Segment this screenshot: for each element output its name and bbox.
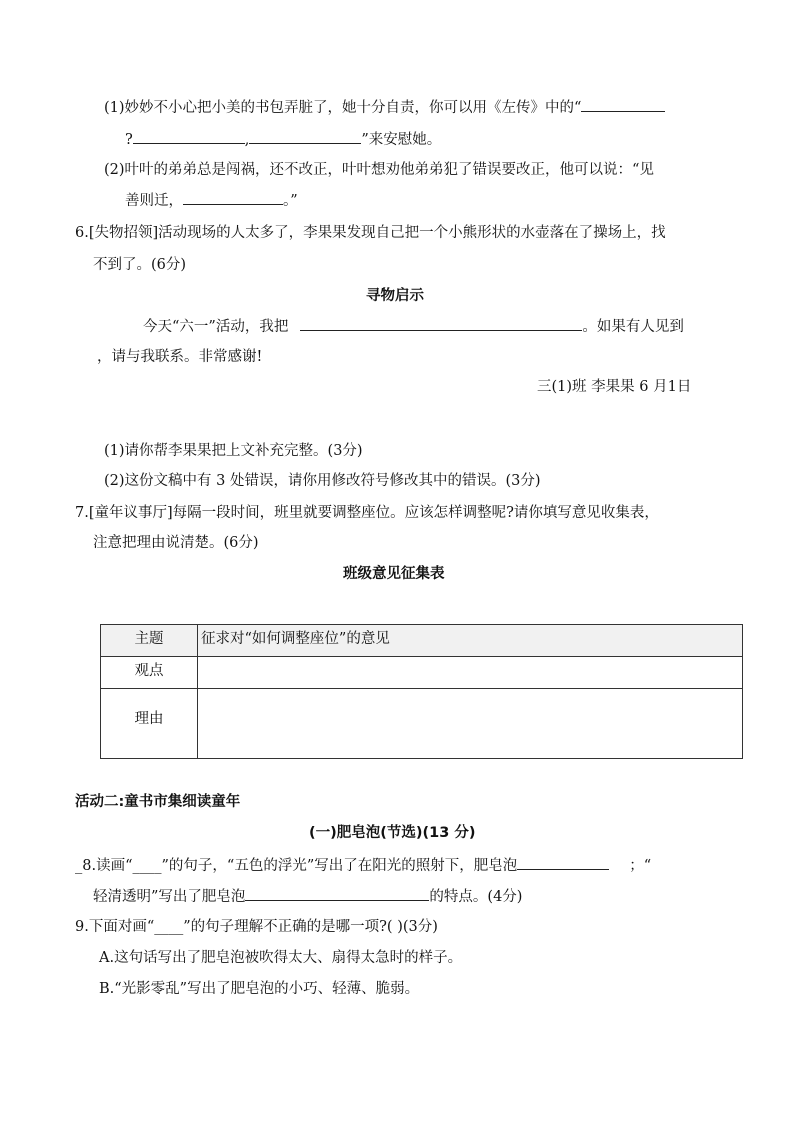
q5-sub1-line2 bbox=[125, 129, 441, 150]
section-title bbox=[309, 823, 476, 843]
answer-blank[interactable] bbox=[249, 129, 361, 144]
q5-sub2-text2: 善则迁， bbox=[125, 193, 183, 209]
q9-option-a[interactable] bbox=[99, 948, 462, 968]
notice-title-text: 寻物启示 bbox=[366, 288, 424, 304]
q5-sub2-end: 。” bbox=[283, 193, 298, 209]
answer-blank[interactable] bbox=[183, 190, 283, 205]
signature-text: 三(1)班 李果果 6 月1日 bbox=[537, 379, 692, 395]
notice-text2: ，请与我联系。非常感谢! bbox=[97, 349, 263, 365]
table-title-text: 班级意见征集表 bbox=[343, 566, 445, 582]
q9-option-b-text: B.“光影零乱”写出了肥皂泡的小巧、轻薄、脆弱。 bbox=[99, 981, 420, 997]
q9-option-a-text: A.这句话写出了肥皂泡被吹得太大、扇得太急时的样子。 bbox=[99, 950, 463, 966]
table-row bbox=[101, 689, 743, 759]
q5-question-mark: ? bbox=[125, 132, 133, 148]
q8-line1 bbox=[75, 855, 651, 876]
opinion-table bbox=[100, 624, 743, 759]
table-key-cell: 观点 bbox=[101, 657, 198, 689]
notice-text-end: 。如果有人见到 bbox=[582, 319, 684, 335]
q7-stem-text2: 注意把理由说清楚。(6分) bbox=[93, 535, 259, 551]
q5-sub1-line1 bbox=[104, 97, 665, 118]
table-key-text: 理由 bbox=[134, 711, 164, 727]
notice-signature bbox=[537, 377, 691, 397]
q5-sub2-text: (2)叶叶的弟弟总是闯祸，还不改正，叶叶想劝他弟弟犯了错误要改正，他可以说：“见 bbox=[104, 162, 654, 178]
q6-stem-text2: 不到了。(6分) bbox=[93, 257, 187, 273]
q8-text-end: ；“ bbox=[629, 858, 652, 874]
section-title-text: (一)肥皂泡(节选)(13 分) bbox=[309, 825, 476, 841]
table-key-cell bbox=[101, 689, 198, 759]
notice-body-line2 bbox=[97, 347, 262, 367]
answer-blank[interactable] bbox=[133, 129, 245, 144]
q9-option-b[interactable] bbox=[99, 979, 419, 999]
activity-title-text: 活动二:童书市集细读童年 bbox=[75, 794, 241, 810]
q7-stem-line1 bbox=[75, 503, 659, 523]
q6-sub1-text: (1)请你帮李果果把上文补充完整。(3分) bbox=[104, 443, 363, 459]
q7-stem-line2 bbox=[93, 533, 259, 553]
table-row bbox=[101, 625, 743, 657]
q8-text: _8.读画“____”的句子，“五色的浮光”写出了在阳光的照射下，肥皂泡 bbox=[75, 858, 518, 874]
q6-stem-text: 6.[失物招领]活动现场的人太多了，李果果发现自己把一个小熊形状的水壶落在了操场上，找 bbox=[75, 225, 666, 241]
notice-body-line1 bbox=[143, 316, 684, 337]
activity-title bbox=[75, 792, 240, 812]
notice-title bbox=[366, 286, 424, 306]
q5-sub2-line1 bbox=[104, 160, 654, 180]
q5-comma: , bbox=[244, 132, 250, 148]
table-value-cell: 征求对“如何调整座位”的意见 bbox=[198, 625, 743, 657]
answer-blank[interactable] bbox=[517, 855, 609, 870]
table-title bbox=[343, 564, 445, 584]
table-key-cell: 主题 bbox=[101, 625, 198, 657]
q8-text2: 轻清透明”写出了肥皂泡 bbox=[93, 889, 246, 905]
q6-stem-line2 bbox=[93, 255, 186, 275]
answer-blank[interactable] bbox=[581, 97, 665, 112]
q7-stem-text: 7.[童年议事厅]每隔一段时间，班里就要调整座位。应该怎样调整呢?请你填写意见收集表， bbox=[75, 505, 659, 521]
q6-sub2-text: (2)这份文稿中有 3 处错误，请你用修改符号修改其中的错误。(3分) bbox=[104, 473, 541, 489]
table-row bbox=[101, 657, 743, 689]
q6-sub1 bbox=[104, 441, 363, 461]
q5-sub2-line2 bbox=[125, 190, 298, 211]
q5-sub1-end: ”来安慰她。 bbox=[361, 132, 442, 148]
q9-stem-text: 9.下面对画“____”的句子理解不正确的是哪一项?( )(3分) bbox=[75, 919, 438, 935]
q8-line2 bbox=[93, 886, 522, 907]
answer-blank[interactable] bbox=[300, 316, 582, 331]
q9-stem bbox=[75, 917, 438, 937]
table-input-cell[interactable] bbox=[198, 689, 743, 759]
q6-sub2 bbox=[104, 471, 541, 491]
q8-text2-end: 的特点。(4分) bbox=[429, 889, 523, 905]
table-input-cell[interactable] bbox=[198, 657, 743, 689]
notice-text: 今天“六一”活动，我把 bbox=[143, 319, 289, 335]
q5-sub1-text: (1)妙妙不小心把小美的书包弄脏了，她十分自责，你可以用《左传》中的“ bbox=[104, 100, 582, 116]
answer-blank[interactable] bbox=[245, 886, 429, 901]
q6-stem-line1 bbox=[75, 223, 666, 243]
